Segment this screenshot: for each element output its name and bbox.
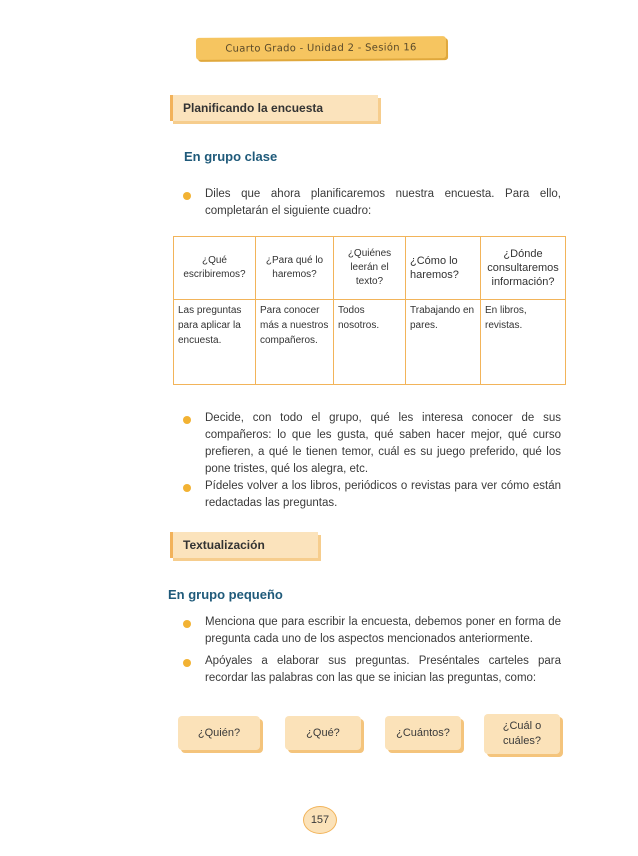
question-card-quien: ¿Quién? [178,716,260,750]
header-banner [196,36,446,60]
bullet-dot-icon [183,659,191,667]
table-cell: Las preguntas para aplicar la encuesta. [174,300,256,385]
bullet-dot-icon [183,416,191,424]
bullet-text: Diles que ahora planificaremos nuestra encuesta. Para ello, completarán el siguiente cuadro: [205,188,561,217]
bullet-text: Menciona que para escribir la encuesta, debemos poner en forma de pregunta cada uno de los aspectos mencionados anteriormente. [205,616,561,645]
bullet-item [183,614,561,648]
table-row [174,300,566,385]
header-title: Cuarto Grado - Unidad 2 - Sesión 16 [225,41,417,55]
table-cell: Todos nosotros. [334,300,406,385]
section-tab-textualizacion [170,532,318,558]
bullet-item [183,478,561,512]
subheading-grupo-clase: En grupo clase [184,149,278,164]
section-tab-planificando [170,95,378,121]
table-cell: Trabajando en pares. [406,300,481,385]
page-number: 157 [303,806,337,834]
bullet-item [183,410,561,478]
table-cell: Para conocer más a nuestros compañeros. [256,300,334,385]
planning-table [173,236,566,385]
section-tab-label: Planificando la encuesta [183,101,324,115]
table-header-cell: ¿Quiénes leerán el texto? [334,237,406,300]
table-header-cell: ¿Cómo lo haremos? [406,237,481,300]
bullet-dot-icon [183,484,191,492]
section-tab-label: Textualización [183,538,265,552]
subheading-grupo-pequeno: En grupo pequeño [168,587,283,602]
bullet-text: Apóyales a elaborar sus preguntas. Preséntales carteles para recordar las palabras con las que se inician las preguntas, como: [205,655,561,684]
bullet-text: Decide, con todo el grupo, qué les interesa conocer de sus compañeros: lo que les gusta, qué saben hacer mejor, qué curso prefieren, a qué le tienen temor, cuál es su juego preferido, qué los pone tristes, qué los alegra, etc. [205,412,561,475]
bullet-text: Pídeles volver a los libros, periódicos o revistas para ver cómo están redactadas las preguntas. [205,480,561,509]
table-cell: En libros, revistas. [481,300,566,385]
table-header-cell: ¿Para qué lo haremos? [256,237,334,300]
bullet-dot-icon [183,192,191,200]
question-card-que: ¿Qué? [285,716,361,750]
bullet-item [183,186,561,220]
table-header-cell: ¿Dónde consultaremos información? [481,237,566,300]
question-card-cuantos: ¿Cuántos? [385,716,461,750]
table-header-cell: ¿Qué escribiremos? [174,237,256,300]
bullet-dot-icon [183,620,191,628]
question-card-cual: ¿Cuál o cuáles? [484,714,560,754]
bullet-item [183,653,561,687]
table-header-row [174,237,566,300]
